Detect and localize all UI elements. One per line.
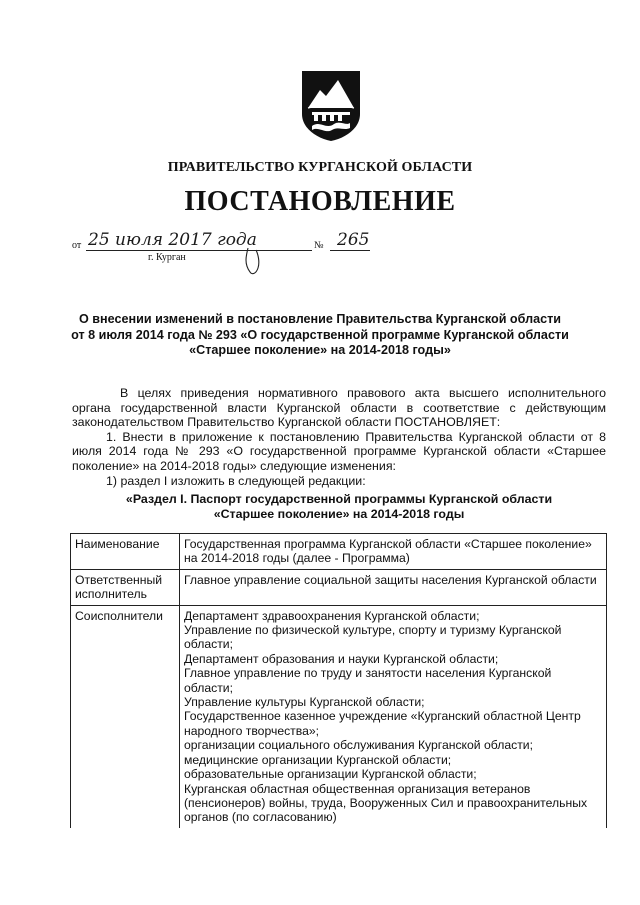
handwritten-signature-icon [236,246,276,278]
kurgan-coat-of-arms-icon [298,68,364,142]
cell-text: Главное управление по труду и занятости населения Курганской области; [184,666,552,695]
cell-text: Главное управление социальной защиты населения Курганской области [184,572,597,587]
date-from-label: от [72,240,82,251]
table-cell-label: Ответственный исполнитель [71,569,180,605]
handwritten-number: 265 [337,230,370,250]
resolution-body [72,386,606,488]
cell-text: Управление по физической культуре, спорту и туризму Курганской области; [184,623,562,652]
number-label: № [314,240,324,251]
cell-text: медицинские организации Курганской области; [184,752,452,767]
table-row [71,605,607,828]
section-title-line: «Старшее поколение» на 2014-2018 годы [213,507,465,521]
table-row [71,534,607,570]
table-cell-value [180,569,607,605]
city-label: г. Курган [148,252,186,263]
number-underline [330,250,370,251]
section-title-line: «Раздел I. Паспорт государственной программы Курганской области [125,492,553,506]
table-cell-label: Соисполнители [71,605,180,828]
table-cell-value [180,605,607,828]
cell-text: Департамент образования и науки Курганской области; [184,651,499,666]
body-paragraph: 1. Внести в приложение к постановлению Правительства Курганской области от 8 июля 2014 года № 293 «О государственной программе Курганской области «Старшее поколение» на 2014-2018 годы» следующие изменения: [72,429,606,473]
cell-text: образовательные организации Курганской области; [184,767,477,782]
body-paragraph: 1) раздел I изложить в следующей редакции: [106,473,366,488]
table-cell-label: Наименование [71,534,180,570]
cell-text: Управление культуры Курганской области; [184,695,425,710]
cell-text: Курганская областная общественная организация ветеранов (пенсионеров) войны, труда, Вооруженных Сил и правоохранительных органов (по согласованию) [184,781,588,825]
government-title: ПРАВИТЕЛЬСТВО КУРГАНСКОЙ ОБЛАСТИ [167,160,473,175]
date-underline [86,250,312,251]
cell-text: организации социального обслуживания Курганской области; [184,738,533,753]
table-row [71,569,607,605]
table-cell-value [180,534,607,570]
section-title [72,492,606,522]
cell-text: Департамент здравоохранения Курганской области; [184,608,480,623]
resolution-heading [40,312,600,359]
passport-table [70,533,607,828]
document-type-title: ПОСТАНОВЛЕНИЕ [184,186,456,217]
body-paragraph: В целях приведения нормативного правового акта высшего исполнительного органа государственной власти Курганской области в соответствие с действующим законодательством Правительство Курганской области ПОСТАНОВЛЯЕТ: [72,386,606,430]
heading-line: «Старшее поколение» на 2014-2018 годы» [189,343,451,357]
heading-line: О внесении изменений в постановление Правительства Курганской области [78,312,562,326]
handwritten-date: 25 июля 2017 года [88,230,257,250]
cell-text: Государственная программа Курганской области «Старшее поколение» на 2014-2018 годы (далее - Программа) [184,537,592,566]
heading-line: от 8 июля 2014 года № 293 «О государственной программе Курганской области [71,327,569,342]
cell-text: Государственное казенное учреждение «Курганский областной Центр народного творчества»; [184,709,581,738]
